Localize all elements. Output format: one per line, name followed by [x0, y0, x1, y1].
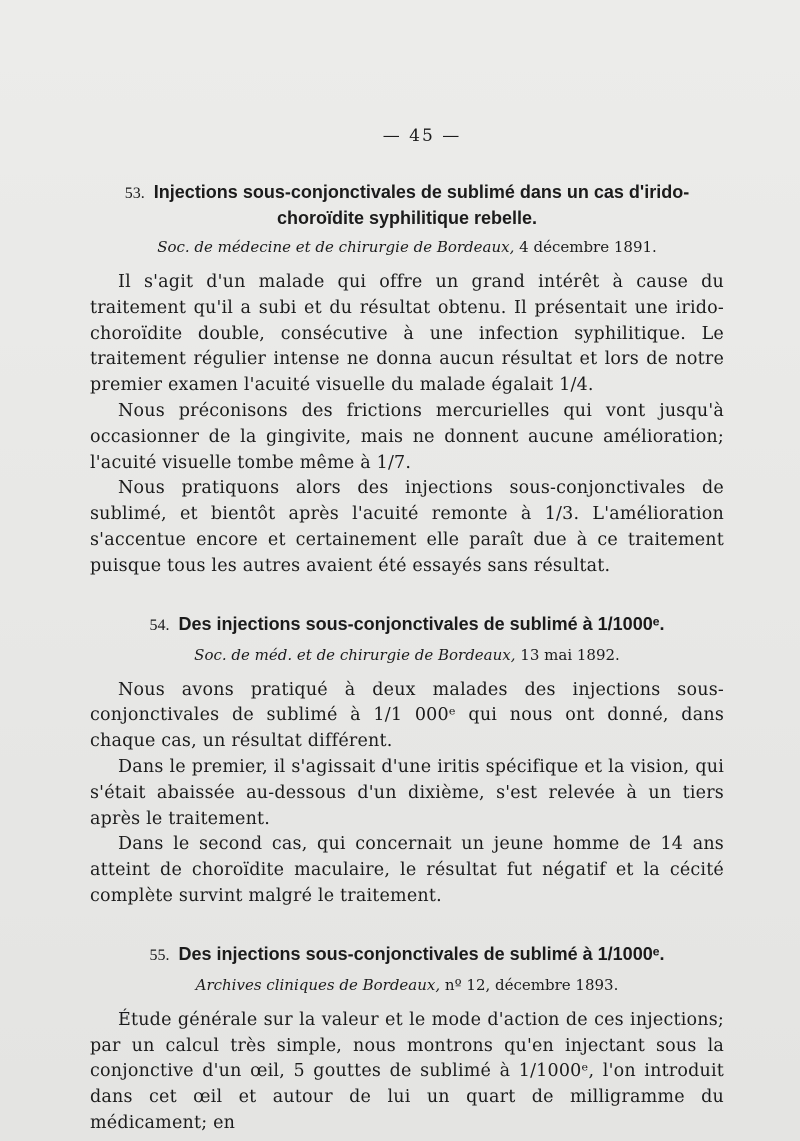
page-number: — 45 —	[382, 126, 462, 146]
section-number: 54.	[149, 616, 170, 634]
section-heading	[90, 612, 724, 638]
source-date: 4 décembre 1891.	[519, 238, 657, 256]
section-54	[90, 612, 724, 910]
paragraph: Nous pratiquons alors des injections sous-conjonctivales de sublimé, et bientôt après l'acuité remonte à 1/3. L'amélioration s'accentue encore et certainement elle paraît due à ce traitement puisque tous les autres avaient été essayés sans résultat.	[90, 478, 724, 576]
paragraph: Dans le second cas, qui concernait un jeune homme de 14 ans atteint de choroïdite maculaire, le résultat fut négatif et la cécité complète survint malgré le traitement.	[90, 834, 724, 906]
source-date: nº 12, décembre 1893.	[444, 975, 619, 994]
paragraph: Nous avons pratiqué à deux malades des injections sous-conjonctivales de sublimé à 1/1 000ᵉ qui nous ont donné, dans chaque cas, un résultat différent.	[90, 679, 724, 752]
section-source	[90, 236, 724, 258]
section-title: Injections sous-conjonctivales de sublimé dans un cas d'irido-choroïdite syphilitique rebelle.	[153, 182, 690, 228]
section-53	[90, 180, 724, 580]
source-publication: Soc. de médecine et de chirurgie de Bordeaux,	[157, 238, 515, 256]
page-content	[90, 126, 724, 1137]
source-publication: Archives cliniques de Bordeaux,	[195, 975, 441, 994]
source-date: 13 mai 1892.	[520, 645, 620, 664]
section-heading	[90, 942, 724, 968]
paragraph: Nous préconisons des frictions mercurielles qui vont jusqu'à occasionner de la gingivite, mais ne donnent aucune amélioration; l'acuité visuelle tombe même à 1/7.	[90, 400, 724, 473]
section-title: Des injections sous-conjonctivales de sublimé à 1/1000ᵉ.	[178, 613, 665, 634]
section-heading	[90, 180, 724, 230]
source-publication: Soc. de méd. et de chirurgie de Bordeaux,	[194, 645, 516, 664]
section-gap	[90, 580, 724, 594]
paragraph: Il s'agit d'un malade qui offre un grand intérêt à cause du traitement qu'il a subi et du résultat obtenu. Il présentait une irido-choroïdite double, consécutive à une infection syphilitique. Le traitement régulier intense ne donna aucun résultat et lors de notre premier examen l'acuité visuelle du malade égalait 1/4.	[90, 272, 724, 396]
section-number: 53.	[124, 185, 145, 202]
paragraph: Dans le premier, il s'agissait d'une iritis spécifique et la vision, qui s'était abaissée au-dessous d'un dixième, s'est relevée à un tiers après le traitement.	[90, 756, 724, 829]
paragraph: Étude générale sur la valeur et le mode d'action de ces injections; par un calcul très simple, nous montrons qu'en injectant sous la conjonctive d'un œil, 5 gouttes de sublimé à 1/1000ᵉ, l'on introduit dans cet œil et autour de lui un quart de milligramme du médicament; en	[90, 1009, 724, 1133]
section-source	[90, 974, 724, 996]
section-number: 55.	[149, 946, 170, 964]
section-source	[90, 644, 724, 666]
section-55	[90, 942, 724, 1137]
section-title: Des injections sous-conjonctivales de sublimé à 1/1000ᵉ.	[178, 943, 665, 964]
section-gap	[90, 910, 724, 924]
